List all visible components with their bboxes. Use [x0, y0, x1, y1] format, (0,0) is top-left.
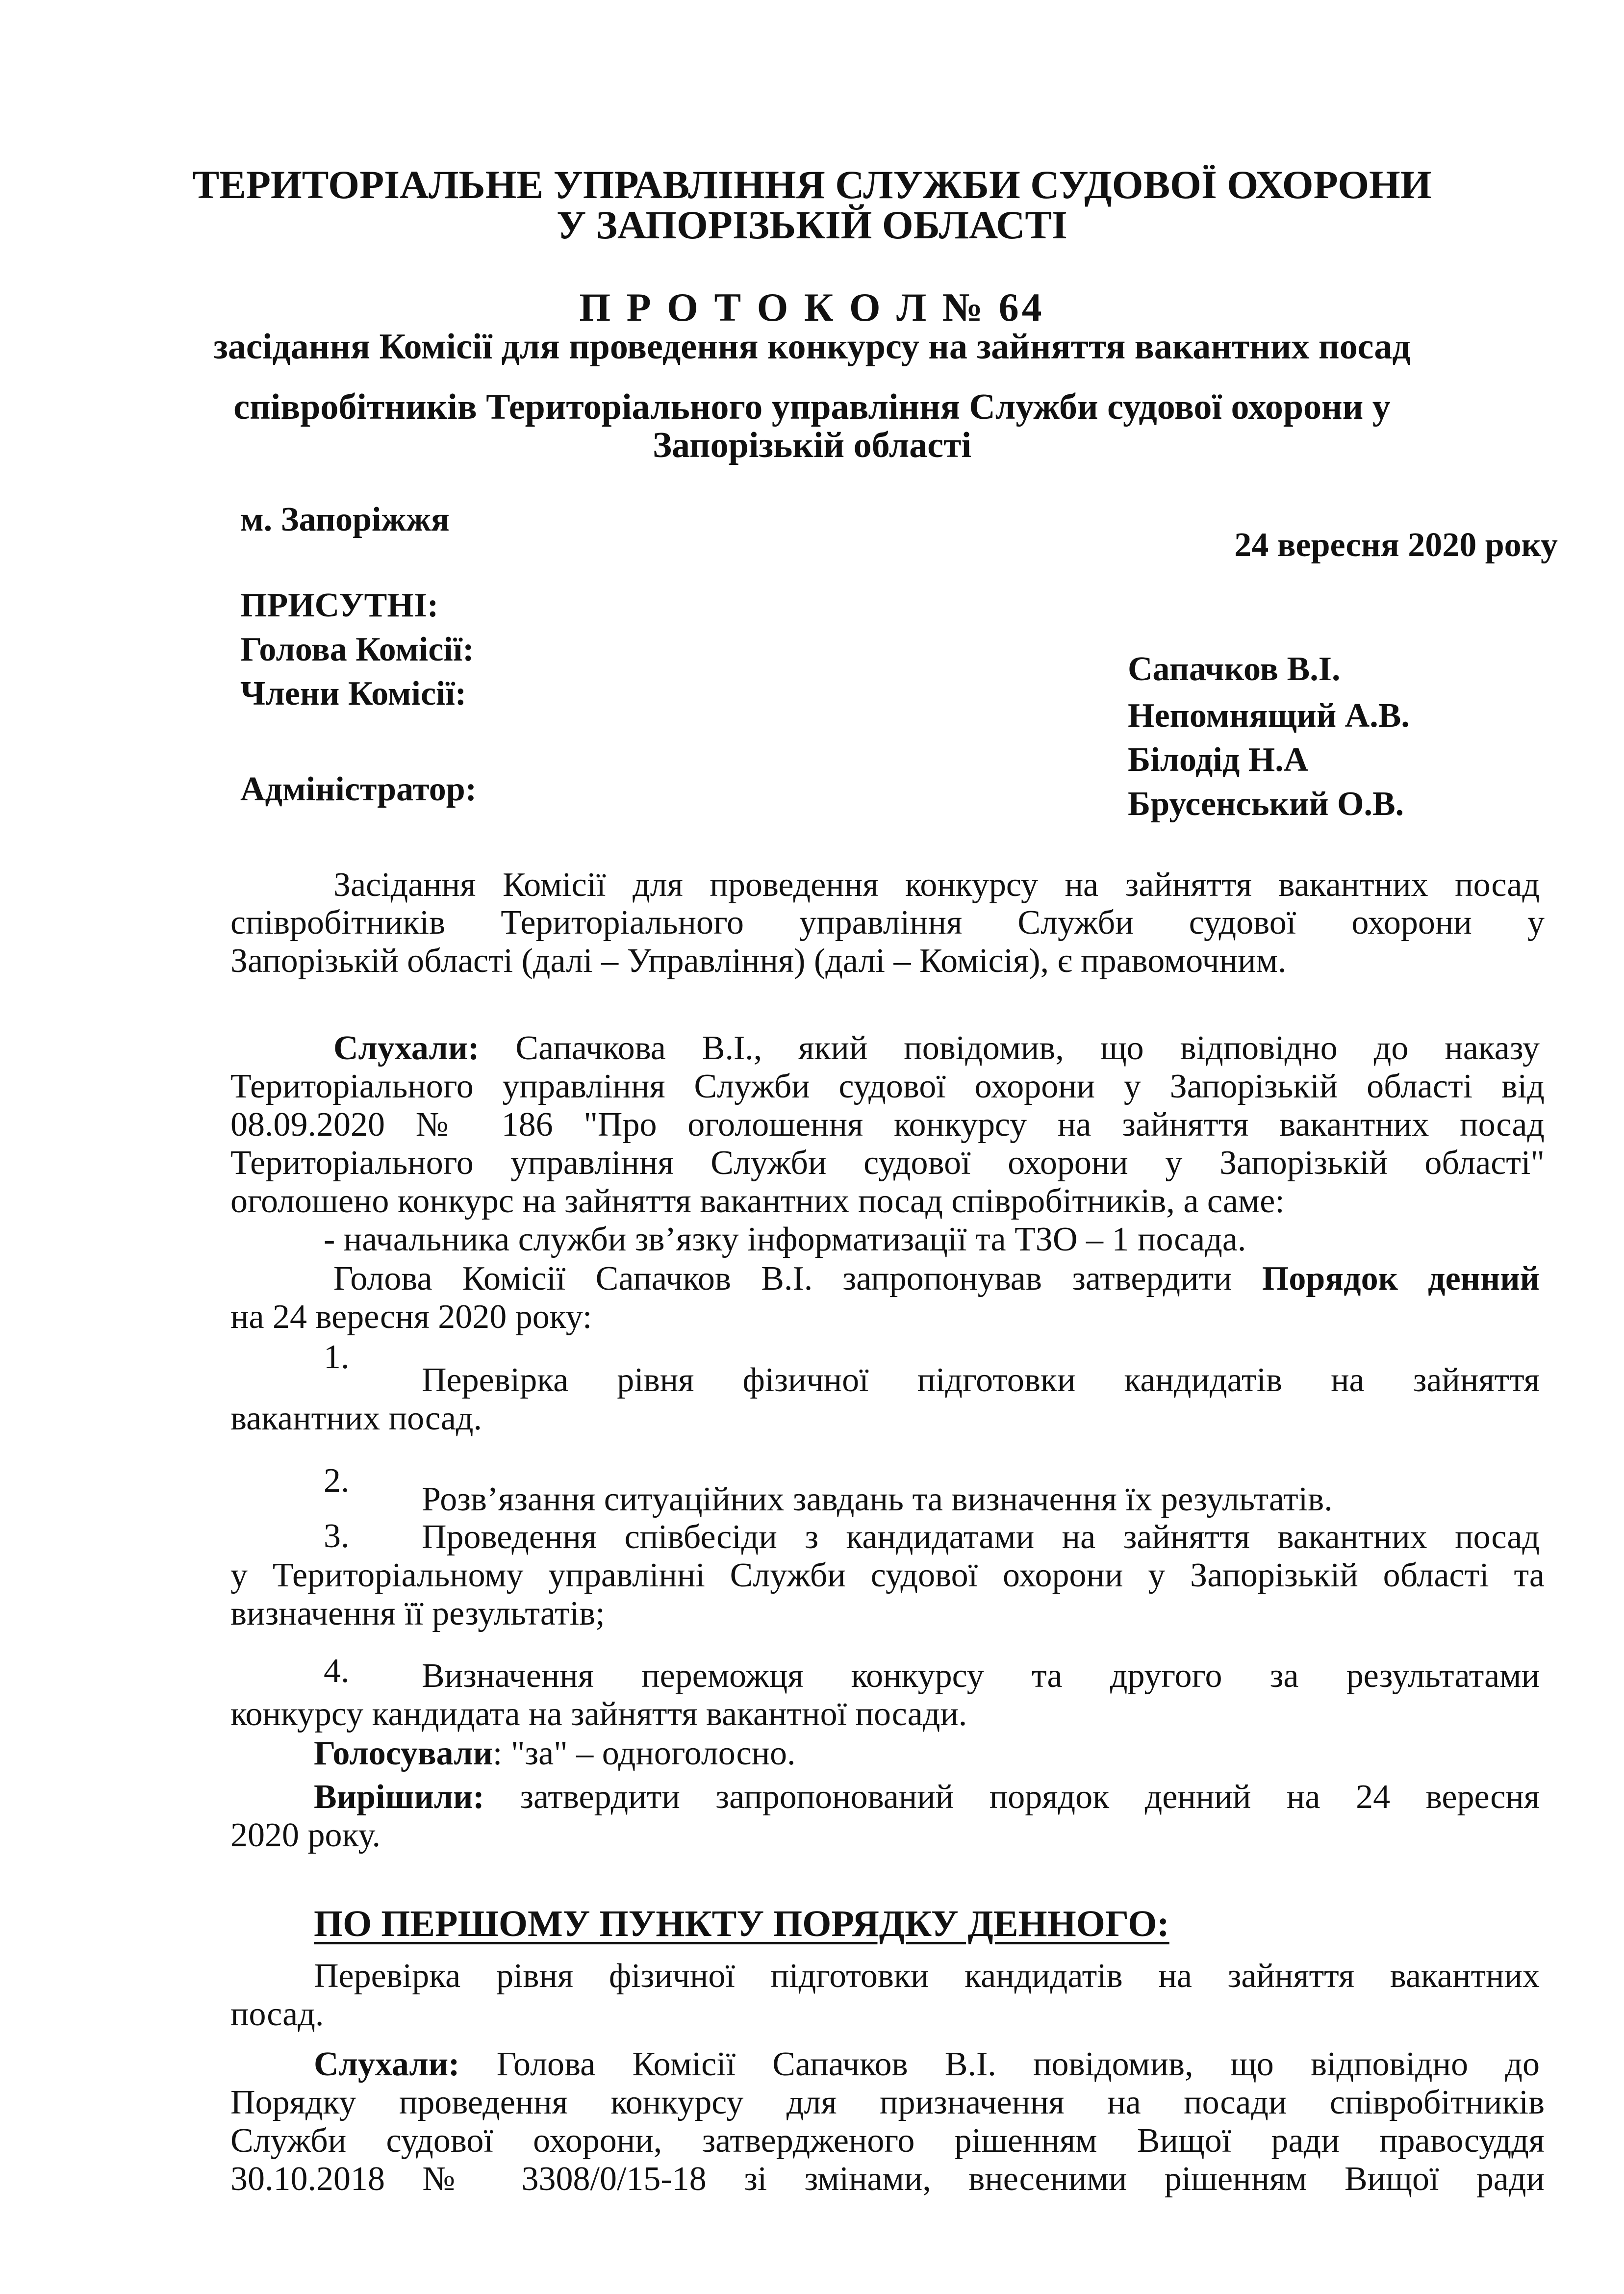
paragraph-line: Територіального управління Служби судової охорони у Запорізькій області" — [230, 1144, 1545, 1182]
agenda-item-cont: вакантних посад. — [230, 1400, 482, 1437]
section-heading: ПО ПЕРШОМУ ПУНКТУ ПОРЯДКУ ДЕННОГО: — [314, 1903, 1169, 1944]
present-label: ПРИСУТНІ: — [240, 586, 439, 624]
paragraph-line: 30.10.2018 № 3308/0/15-18 зі змінами, внесеними рішенням Вищої ради — [230, 2160, 1545, 2198]
paragraph-line: оголошено конкурс на зайняття вакантних посад співробітників, а саме: — [230, 1182, 1285, 1220]
decided-label: Вирішили: — [314, 1778, 484, 1816]
agenda-item: Розв’язання ситуаційних завдань та визначення їх результатів. — [422, 1480, 1333, 1518]
subtitle-line-3: Запорізькій області — [652, 425, 972, 465]
heard-label: Слухали: — [333, 1029, 480, 1067]
agenda-item: Проведення співбесіди з кандидатами на зайняття вакантних посад — [422, 1518, 1540, 1556]
agenda-number: 4. — [324, 1652, 350, 1690]
agenda-item-cont: визначення її результатів; — [230, 1595, 605, 1632]
org-title-line-1: ТЕРИТОРІАЛЬНЕ УПРАВЛІННЯ СЛУЖБИ СУДОВОЇ ОХОРОНИ — [192, 162, 1432, 207]
agenda-number: 2. — [324, 1462, 350, 1500]
attendee-name: Брусенський О.В. — [1128, 785, 1404, 823]
paragraph-line: Голова Комісії Сапачков В.І. запропонував затвердити Порядок денний — [333, 1260, 1540, 1298]
protocol-title: П Р О Т О К О Л № 64 — [579, 285, 1045, 330]
subtitle-line-2: співробітників Територіального управління Служби судової охорони у — [233, 387, 1391, 427]
protocol-date: 24 вересня 2020 року — [1234, 526, 1558, 564]
agenda-number: 3. — [324, 1517, 350, 1555]
paragraph-line: 2020 року. — [230, 1816, 381, 1854]
chair-label: Голова Комісії: — [240, 631, 474, 668]
paragraph-line: 08.09.2020 № 186 "Про оголошення конкурсу на зайняття вакантних посад — [230, 1106, 1545, 1144]
city: м. Запоріжжя — [240, 501, 450, 538]
agenda-item: Визначення переможця конкурсу та другого за результатами — [422, 1657, 1540, 1695]
subtitle-line-1: засідання Комісії для проведення конкурсу на зайняття вакантних посад — [213, 327, 1411, 367]
paragraph-line: Засідання Комісії для проведення конкурсу на зайняття вакантних посад — [333, 866, 1540, 904]
paragraph-line: Перевірка рівня фізичної підготовки кандидатів на зайняття вакантних — [314, 1957, 1540, 1995]
voted-line: Голосували: "за" – одноголосно. — [314, 1734, 796, 1772]
attendee-name: Білодід Н.А — [1128, 741, 1309, 779]
attendee-name: Сапачков В.І. — [1128, 650, 1341, 688]
admin-label: Адміністратор: — [240, 770, 477, 808]
members-label: Члени Комісії: — [240, 675, 467, 713]
paragraph-line: Порядку проведення конкурсу для призначення на посади співробітників — [230, 2084, 1545, 2121]
agenda-item-cont: у Територіальному управлінні Служби судової охорони у Запорізькій області та — [230, 1556, 1545, 1594]
bullet-item: - начальника служби зв’язку інформатизації та ТЗО – 1 посада. — [324, 1221, 1246, 1258]
attendee-name: Непомнящий А.В. — [1128, 697, 1410, 735]
paragraph-line: Слухали: Голова Комісії Сапачков В.І. повідомив, що відповідно до — [314, 2045, 1540, 2083]
agenda-item-cont: конкурсу кандидата на зайняття вакантної посади. — [230, 1695, 967, 1733]
paragraph-line: Служби судової охорони, затвердженого рішенням Вищої ради правосуддя — [230, 2122, 1545, 2160]
agenda-bold: Порядок денний — [1262, 1260, 1540, 1298]
voted-label: Голосували — [314, 1734, 493, 1772]
heard-label: Слухали: — [314, 2045, 460, 2083]
paragraph-line: Територіального управління Служби судової охорони у Запорізькій області від — [230, 1068, 1545, 1105]
agenda-item: Перевірка рівня фізичної підготовки кандидатів на зайняття — [422, 1361, 1540, 1399]
decided-line: Вирішили: затвердити запропонований порядок денний на 24 вересня — [314, 1778, 1540, 1816]
paragraph-line: посад. — [230, 1995, 324, 2033]
paragraph-line: Запорізькій області (далі – Управління) (далі – Комісія), є правомочним. — [230, 942, 1287, 980]
paragraph-line: на 24 вересня 2020 року: — [230, 1298, 592, 1336]
paragraph-line: Слухали: Сапачкова В.І., який повідомив, що відповідно до наказу — [333, 1029, 1540, 1067]
agenda-number: 1. — [324, 1338, 350, 1376]
paragraph-line: співробітників Територіального управління Служби судової охорони у — [230, 904, 1545, 942]
org-title-line-2: У ЗАПОРІЗЬКІЙ ОБЛАСТІ — [557, 203, 1067, 247]
